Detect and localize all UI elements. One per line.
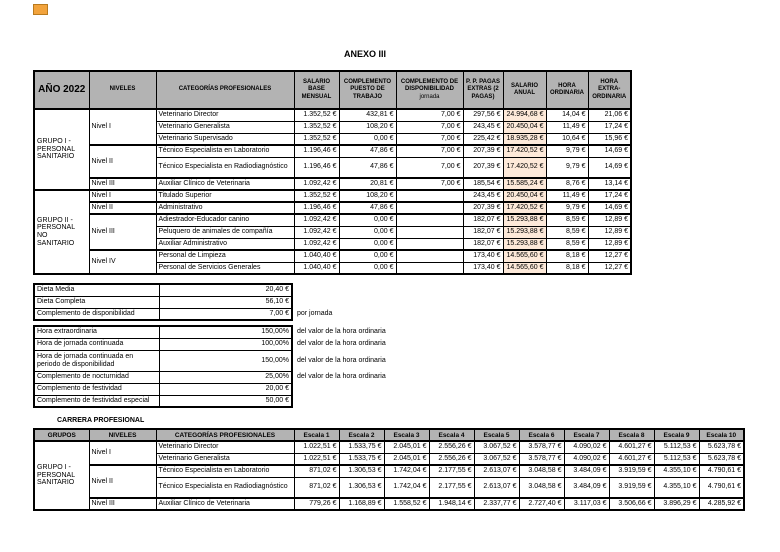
hora-ordinaria-cell: 8,59 € (546, 226, 588, 238)
concept-value-cell: 100,00% (159, 338, 292, 350)
hora-extra-cell: 15,96 € (588, 133, 631, 145)
concept-label-cell: Complemento de festividad (34, 383, 159, 395)
hora-extra-cell: 17,24 € (588, 190, 631, 202)
concept-note (292, 383, 422, 395)
pagas-extras-cell: 182,07 € (463, 226, 503, 238)
disponibilidad-cell (396, 250, 463, 262)
hora-extra-cell: 17,24 € (588, 121, 631, 133)
escala-value-cell: 1.742,04 € (384, 465, 429, 477)
categoria-cell: Veterinario Director (156, 441, 294, 453)
escala-value-cell: 1.533,75 € (339, 453, 384, 465)
salario-base-cell: 1.040,40 € (294, 250, 339, 262)
salario-anual-cell: 14.565,60 € (503, 250, 546, 262)
categoria-cell: Personal de Servicios Generales (156, 262, 294, 274)
carrera-table (33, 428, 745, 511)
concept-value-cell: 50,00 € (159, 395, 292, 407)
grupos-header: GRUPOS (34, 429, 89, 441)
concept-label-cell: Hora de jornada continuada (34, 338, 159, 350)
salario-anual-cell: 15.585,24 € (503, 178, 546, 190)
table-row (34, 250, 631, 262)
nivel-cell: Nivel I (89, 109, 156, 145)
concept-label-cell: Complemento de festividad especial (34, 395, 159, 407)
niveles-header-carrera: NIVELES (89, 429, 156, 441)
escala-value-cell: 1.022,51 € (294, 441, 339, 453)
hora-ordinaria-cell: 14,04 € (546, 109, 588, 121)
hora-ordinaria-cell: 10,64 € (546, 133, 588, 145)
escala-value-cell: 2.177,55 € (429, 477, 474, 498)
list-item (34, 308, 422, 320)
salario-base-cell: 1.092,42 € (294, 238, 339, 250)
nivel-cell: Nivel II (89, 202, 156, 214)
escala-value-cell: 2.556,26 € (429, 441, 474, 453)
table-row (34, 190, 631, 202)
salario-base-cell: 1.352,52 € (294, 109, 339, 121)
concept-label-cell: Hora de jornada continuada en periodo de disponibilidad (34, 350, 159, 371)
nivel-cell: Nivel IV (89, 250, 156, 274)
page-title: ANEXO III (343, 49, 386, 59)
categoria-cell: Auxiliar Clínico de Veterinaria (156, 498, 294, 510)
escala-header: Escala 2 (339, 429, 384, 441)
list-item (34, 371, 422, 383)
categoria-cell: Veterinario Generalista (156, 121, 294, 133)
complemento-puesto-cell: 0,00 € (339, 133, 396, 145)
escala-value-cell: 1.168,89 € (339, 498, 384, 510)
hora-ordinaria-cell: 9,79 € (546, 145, 588, 157)
escala-value-cell: 3.484,09 € (564, 465, 609, 477)
escala-header: Escala 6 (519, 429, 564, 441)
complemento-puesto-cell: 0,00 € (339, 226, 396, 238)
dietas-table (33, 283, 423, 321)
percentages-table (33, 325, 423, 408)
categoria-cell: Veterinario Director (156, 109, 294, 121)
escala-value-cell: 4.355,10 € (654, 477, 699, 498)
salario-base-cell: 1.352,52 € (294, 133, 339, 145)
disponibilidad-cell (396, 190, 463, 202)
escala-header: Escala 5 (474, 429, 519, 441)
list-item (34, 383, 422, 395)
pagas-extras-cell: 185,54 € (463, 178, 503, 190)
escala-value-cell: 1.558,52 € (384, 498, 429, 510)
salario-anual-cell: 15.293,88 € (503, 214, 546, 226)
hora-ordinaria-cell: 8,59 € (546, 238, 588, 250)
escala-value-cell: 3.578,77 € (519, 453, 564, 465)
escala-value-cell: 3.048,58 € (519, 465, 564, 477)
table-row (34, 498, 744, 510)
hora-ordinaria-cell: 8,76 € (546, 178, 588, 190)
grupo-cell: GRUPO I - PERSONAL SANITARIO (34, 109, 89, 190)
pagas-extras-cell: 173,40 € (463, 250, 503, 262)
hora-ordinaria-cell: 11,49 € (546, 121, 588, 133)
nivel-cell: Nivel II (89, 465, 156, 498)
concept-label-cell: Complemento de nocturnidad (34, 371, 159, 383)
disponibilidad-cell: 7,00 € (396, 178, 463, 190)
grupo-cell: GRUPO I - PERSONAL SANITARIO (34, 441, 89, 510)
salario-base-cell: 1.092,42 € (294, 214, 339, 226)
escala-value-cell: 3.484,09 € (564, 477, 609, 498)
categoria-cell: Auxiliar Administrativo (156, 238, 294, 250)
salario-anual-cell: 14.565,60 € (503, 262, 546, 274)
concept-note: del valor de la hora ordinaria (297, 373, 386, 381)
escala-value-cell: 2.045,01 € (384, 441, 429, 453)
escala-value-cell: 5.112,53 € (654, 441, 699, 453)
categoria-cell: Adiestrador-Educador canino (156, 214, 294, 226)
complemento-puesto-cell: 0,00 € (339, 214, 396, 226)
pagas-extras-cell: 243,45 € (463, 190, 503, 202)
concept-note (292, 284, 422, 296)
escala-header: Escala 9 (654, 429, 699, 441)
escala-value-cell: 3.578,77 € (519, 441, 564, 453)
escala-value-cell: 3.896,29 € (654, 498, 699, 510)
salario-anual-cell: 15.293,88 € (503, 226, 546, 238)
complemento-puesto-header: COMPLEMENTO PUESTO DE TRABAJO (339, 71, 396, 109)
table-row (34, 109, 631, 121)
list-item (34, 350, 422, 371)
escala-value-cell: 5.112,53 € (654, 453, 699, 465)
concept-value-cell: 20,40 € (159, 284, 292, 296)
hora-ordinaria-cell: 8,59 € (546, 214, 588, 226)
complemento-puesto-cell: 20,81 € (339, 178, 396, 190)
hora-extra-cell: 21,06 € (588, 109, 631, 121)
salario-anual-cell: 15.293,88 € (503, 238, 546, 250)
escala-value-cell: 871,02 € (294, 477, 339, 498)
year-header: AÑO 2022 (34, 71, 89, 109)
salario-anual-cell: 24.994,68 € (503, 109, 546, 121)
escala-value-cell: 3.048,58 € (519, 477, 564, 498)
categoria-cell: Técnico Especialista en Laboratorio (156, 145, 294, 157)
escala-value-cell: 5.623,78 € (699, 441, 744, 453)
escala-value-cell: 4.090,02 € (564, 441, 609, 453)
escala-value-cell: 3.067,52 € (474, 441, 519, 453)
hora-extra-header: HORA EXTRA-ORDINARIA (588, 71, 631, 109)
hora-extra-cell: 14,69 € (588, 145, 631, 157)
categoria-cell: Técnico Especialista en Radiodiagnóstico (156, 477, 294, 498)
hora-ordinaria-cell: 9,79 € (546, 157, 588, 178)
hora-extra-cell: 14,69 € (588, 157, 631, 178)
hora-extra-cell: 12,89 € (588, 226, 631, 238)
niveles-header: NIVELES (89, 71, 156, 109)
escala-value-cell: 779,26 € (294, 498, 339, 510)
hora-ordinaria-cell: 9,79 € (546, 202, 588, 214)
disponibilidad-cell (396, 262, 463, 274)
concept-value-cell: 56,10 € (159, 296, 292, 308)
carrera-title: CARRERA PROFESIONAL (57, 417, 145, 424)
salario-base-cell: 1.092,42 € (294, 226, 339, 238)
salario-anual-cell: 17.420,52 € (503, 157, 546, 178)
escala-value-cell: 1.742,04 € (384, 477, 429, 498)
escala-value-cell: 1.948,14 € (429, 498, 474, 510)
pagas-extras-cell: 207,39 € (463, 157, 503, 178)
escala-header: Escala 4 (429, 429, 474, 441)
concept-value-cell: 150,00% (159, 350, 292, 371)
complemento-puesto-cell: 0,00 € (339, 262, 396, 274)
escala-value-cell: 2.177,55 € (429, 465, 474, 477)
disponibilidad-cell (396, 214, 463, 226)
hora-extra-cell: 12,27 € (588, 262, 631, 274)
salary-table (33, 70, 632, 275)
pagas-extras-cell: 182,07 € (463, 214, 503, 226)
escala-header: Escala 3 (384, 429, 429, 441)
escala-value-cell: 4.601,27 € (609, 453, 654, 465)
categoria-cell: Veterinario Generalista (156, 453, 294, 465)
escala-value-cell: 2.613,07 € (474, 465, 519, 477)
salario-anual-cell: 17.420,52 € (503, 202, 546, 214)
complemento-puesto-cell: 108,20 € (339, 190, 396, 202)
disponibilidad-cell: 7,00 € (396, 133, 463, 145)
complemento-puesto-cell: 0,00 € (339, 250, 396, 262)
concept-note: del valor de la hora ordinaria (297, 340, 386, 348)
pagas-extras-cell: 297,56 € (463, 109, 503, 121)
escala-value-cell: 2.556,26 € (429, 453, 474, 465)
escala-value-cell: 4.355,10 € (654, 465, 699, 477)
corner-marker (33, 4, 48, 15)
pagas-extras-header: P. P. PAGAS EXTRAS (2 PAGAS) (463, 71, 503, 109)
disponibilidad-cell (396, 238, 463, 250)
salario-base-cell: 1.196,46 € (294, 145, 339, 157)
hora-extra-cell: 12,89 € (588, 214, 631, 226)
nivel-cell: Nivel III (89, 498, 156, 510)
escala-value-cell: 3.919,59 € (609, 477, 654, 498)
pagas-extras-cell: 225,42 € (463, 133, 503, 145)
table-row (34, 465, 744, 477)
complemento-puesto-cell: 0,00 € (339, 238, 396, 250)
disponibilidad-cell (396, 226, 463, 238)
escala-header: Escala 8 (609, 429, 654, 441)
complemento-puesto-cell: 108,20 € (339, 121, 396, 133)
concept-value-cell: 25,00% (159, 371, 292, 383)
escala-value-cell: 4.790,61 € (699, 477, 744, 498)
concept-note (292, 395, 422, 407)
categorias-header-carrera: CATEGORÍAS PROFESIONALES (156, 429, 294, 441)
salario-base-cell: 1.092,42 € (294, 178, 339, 190)
escala-value-cell: 4.285,92 € (699, 498, 744, 510)
salario-anual-header: SALARIO ANUAL (503, 71, 546, 109)
escala-value-cell: 3.506,66 € (609, 498, 654, 510)
complemento-puesto-cell: 47,86 € (339, 157, 396, 178)
salario-base-cell: 1.040,40 € (294, 262, 339, 274)
list-item (34, 326, 422, 338)
escala-header: Escala 10 (699, 429, 744, 441)
escala-value-cell: 2.337,77 € (474, 498, 519, 510)
categorias-header: CATEGORÍAS PROFESIONALES (156, 71, 294, 109)
salario-base-cell: 1.352,52 € (294, 121, 339, 133)
pagas-extras-cell: 182,07 € (463, 238, 503, 250)
hora-extra-cell: 12,27 € (588, 250, 631, 262)
concept-value-cell: 7,00 € (159, 308, 292, 320)
list-item (34, 395, 422, 407)
escala-value-cell: 2.727,40 € (519, 498, 564, 510)
escala-value-cell: 1.306,53 € (339, 465, 384, 477)
escala-value-cell: 3.067,52 € (474, 453, 519, 465)
categoria-cell: Administrativo (156, 202, 294, 214)
categoria-cell: Técnico Especialista en Radiodiagnóstico (156, 157, 294, 178)
concept-note: por jornada (297, 310, 333, 318)
concept-label-cell: Complemento de disponibilidad (34, 308, 159, 320)
hora-extra-cell: 14,69 € (588, 202, 631, 214)
disponibilidad-header-line: COMPLEMENTO DE DISPONIBILIDAD (400, 78, 459, 93)
list-item (34, 284, 422, 296)
categoria-cell: Peluquero de animales de compañía (156, 226, 294, 238)
disponibilidad-cell: 7,00 € (396, 157, 463, 178)
concept-note (292, 296, 422, 308)
grupo-cell: GRUPO II - PERSONAL NO SANITARIO (34, 190, 89, 274)
categoria-cell: Auxiliar Clínico de Veterinaria (156, 178, 294, 190)
salario-anual-cell: 17.420,52 € (503, 145, 546, 157)
disponibilidad-header (396, 71, 463, 109)
table-row (34, 178, 631, 190)
categoria-cell: Titulado Superior (156, 190, 294, 202)
categoria-cell: Personal de Limpieza (156, 250, 294, 262)
salario-base-cell: 1.196,46 € (294, 202, 339, 214)
list-item (34, 296, 422, 308)
nivel-cell: Nivel I (89, 190, 156, 202)
escala-value-cell: 4.790,61 € (699, 465, 744, 477)
disponibilidad-cell: 7,00 € (396, 121, 463, 133)
disponibilidad-cell: 7,00 € (396, 109, 463, 121)
table-row (34, 202, 631, 214)
salario-anual-cell: 20.450,04 € (503, 190, 546, 202)
hora-ordinaria-cell: 11,49 € (546, 190, 588, 202)
hora-ordinaria-cell: 8,18 € (546, 262, 588, 274)
table-row (34, 214, 631, 226)
salario-base-cell: 1.352,52 € (294, 190, 339, 202)
complemento-puesto-cell: 47,86 € (339, 145, 396, 157)
salario-base-header: SALARIO BASE MENSUAL (294, 71, 339, 109)
hora-extra-cell: 13,14 € (588, 178, 631, 190)
escala-value-cell: 3.117,03 € (564, 498, 609, 510)
disponibilidad-cell (396, 202, 463, 214)
hora-extra-cell: 12,89 € (588, 238, 631, 250)
disponibilidad-cell: 7,00 € (396, 145, 463, 157)
concept-label-cell: Dieta Media (34, 284, 159, 296)
escala-value-cell: 5.623,78 € (699, 453, 744, 465)
escala-value-cell: 3.919,59 € (609, 465, 654, 477)
escala-value-cell: 1.022,51 € (294, 453, 339, 465)
escala-header: Escala 1 (294, 429, 339, 441)
disponibilidad-header-sub: jornada (419, 93, 440, 100)
escala-value-cell: 4.601,27 € (609, 441, 654, 453)
complemento-puesto-cell: 432,81 € (339, 109, 396, 121)
nivel-cell: Nivel I (89, 441, 156, 465)
concept-value-cell: 150,00% (159, 326, 292, 338)
escala-value-cell: 871,02 € (294, 465, 339, 477)
concept-note: del valor de la hora ordinaria (297, 356, 386, 364)
nivel-cell: Nivel III (89, 178, 156, 190)
concept-label-cell: Dieta Completa (34, 296, 159, 308)
escala-value-cell: 1.306,53 € (339, 477, 384, 498)
complemento-puesto-cell: 47,86 € (339, 202, 396, 214)
hora-ordinaria-cell: 8,18 € (546, 250, 588, 262)
concept-label-cell: Hora extraordinaria (34, 326, 159, 338)
nivel-cell: Nivel III (89, 214, 156, 250)
table-row (34, 145, 631, 157)
concept-value-cell: 20,00 € (159, 383, 292, 395)
escala-value-cell: 2.045,01 € (384, 453, 429, 465)
pagas-extras-cell: 173,40 € (463, 262, 503, 274)
categoria-cell: Veterinario Supervisado (156, 133, 294, 145)
salario-anual-cell: 20.450,04 € (503, 121, 546, 133)
hora-ordinaria-header: HORA ORDINARIA (546, 71, 588, 109)
nivel-cell: Nivel II (89, 145, 156, 178)
salario-base-cell: 1.196,46 € (294, 157, 339, 178)
pagas-extras-cell: 207,39 € (463, 202, 503, 214)
escala-value-cell: 2.613,07 € (474, 477, 519, 498)
table-row (34, 441, 744, 453)
pagas-extras-cell: 207,39 € (463, 145, 503, 157)
salario-anual-cell: 18.935,28 € (503, 133, 546, 145)
list-item (34, 338, 422, 350)
concept-note: del valor de la hora ordinaria (297, 328, 386, 336)
escala-value-cell: 1.533,75 € (339, 441, 384, 453)
escala-value-cell: 4.090,02 € (564, 453, 609, 465)
pagas-extras-cell: 243,45 € (463, 121, 503, 133)
escala-header: Escala 7 (564, 429, 609, 441)
categoria-cell: Técnico Especialista en Laboratorio (156, 465, 294, 477)
